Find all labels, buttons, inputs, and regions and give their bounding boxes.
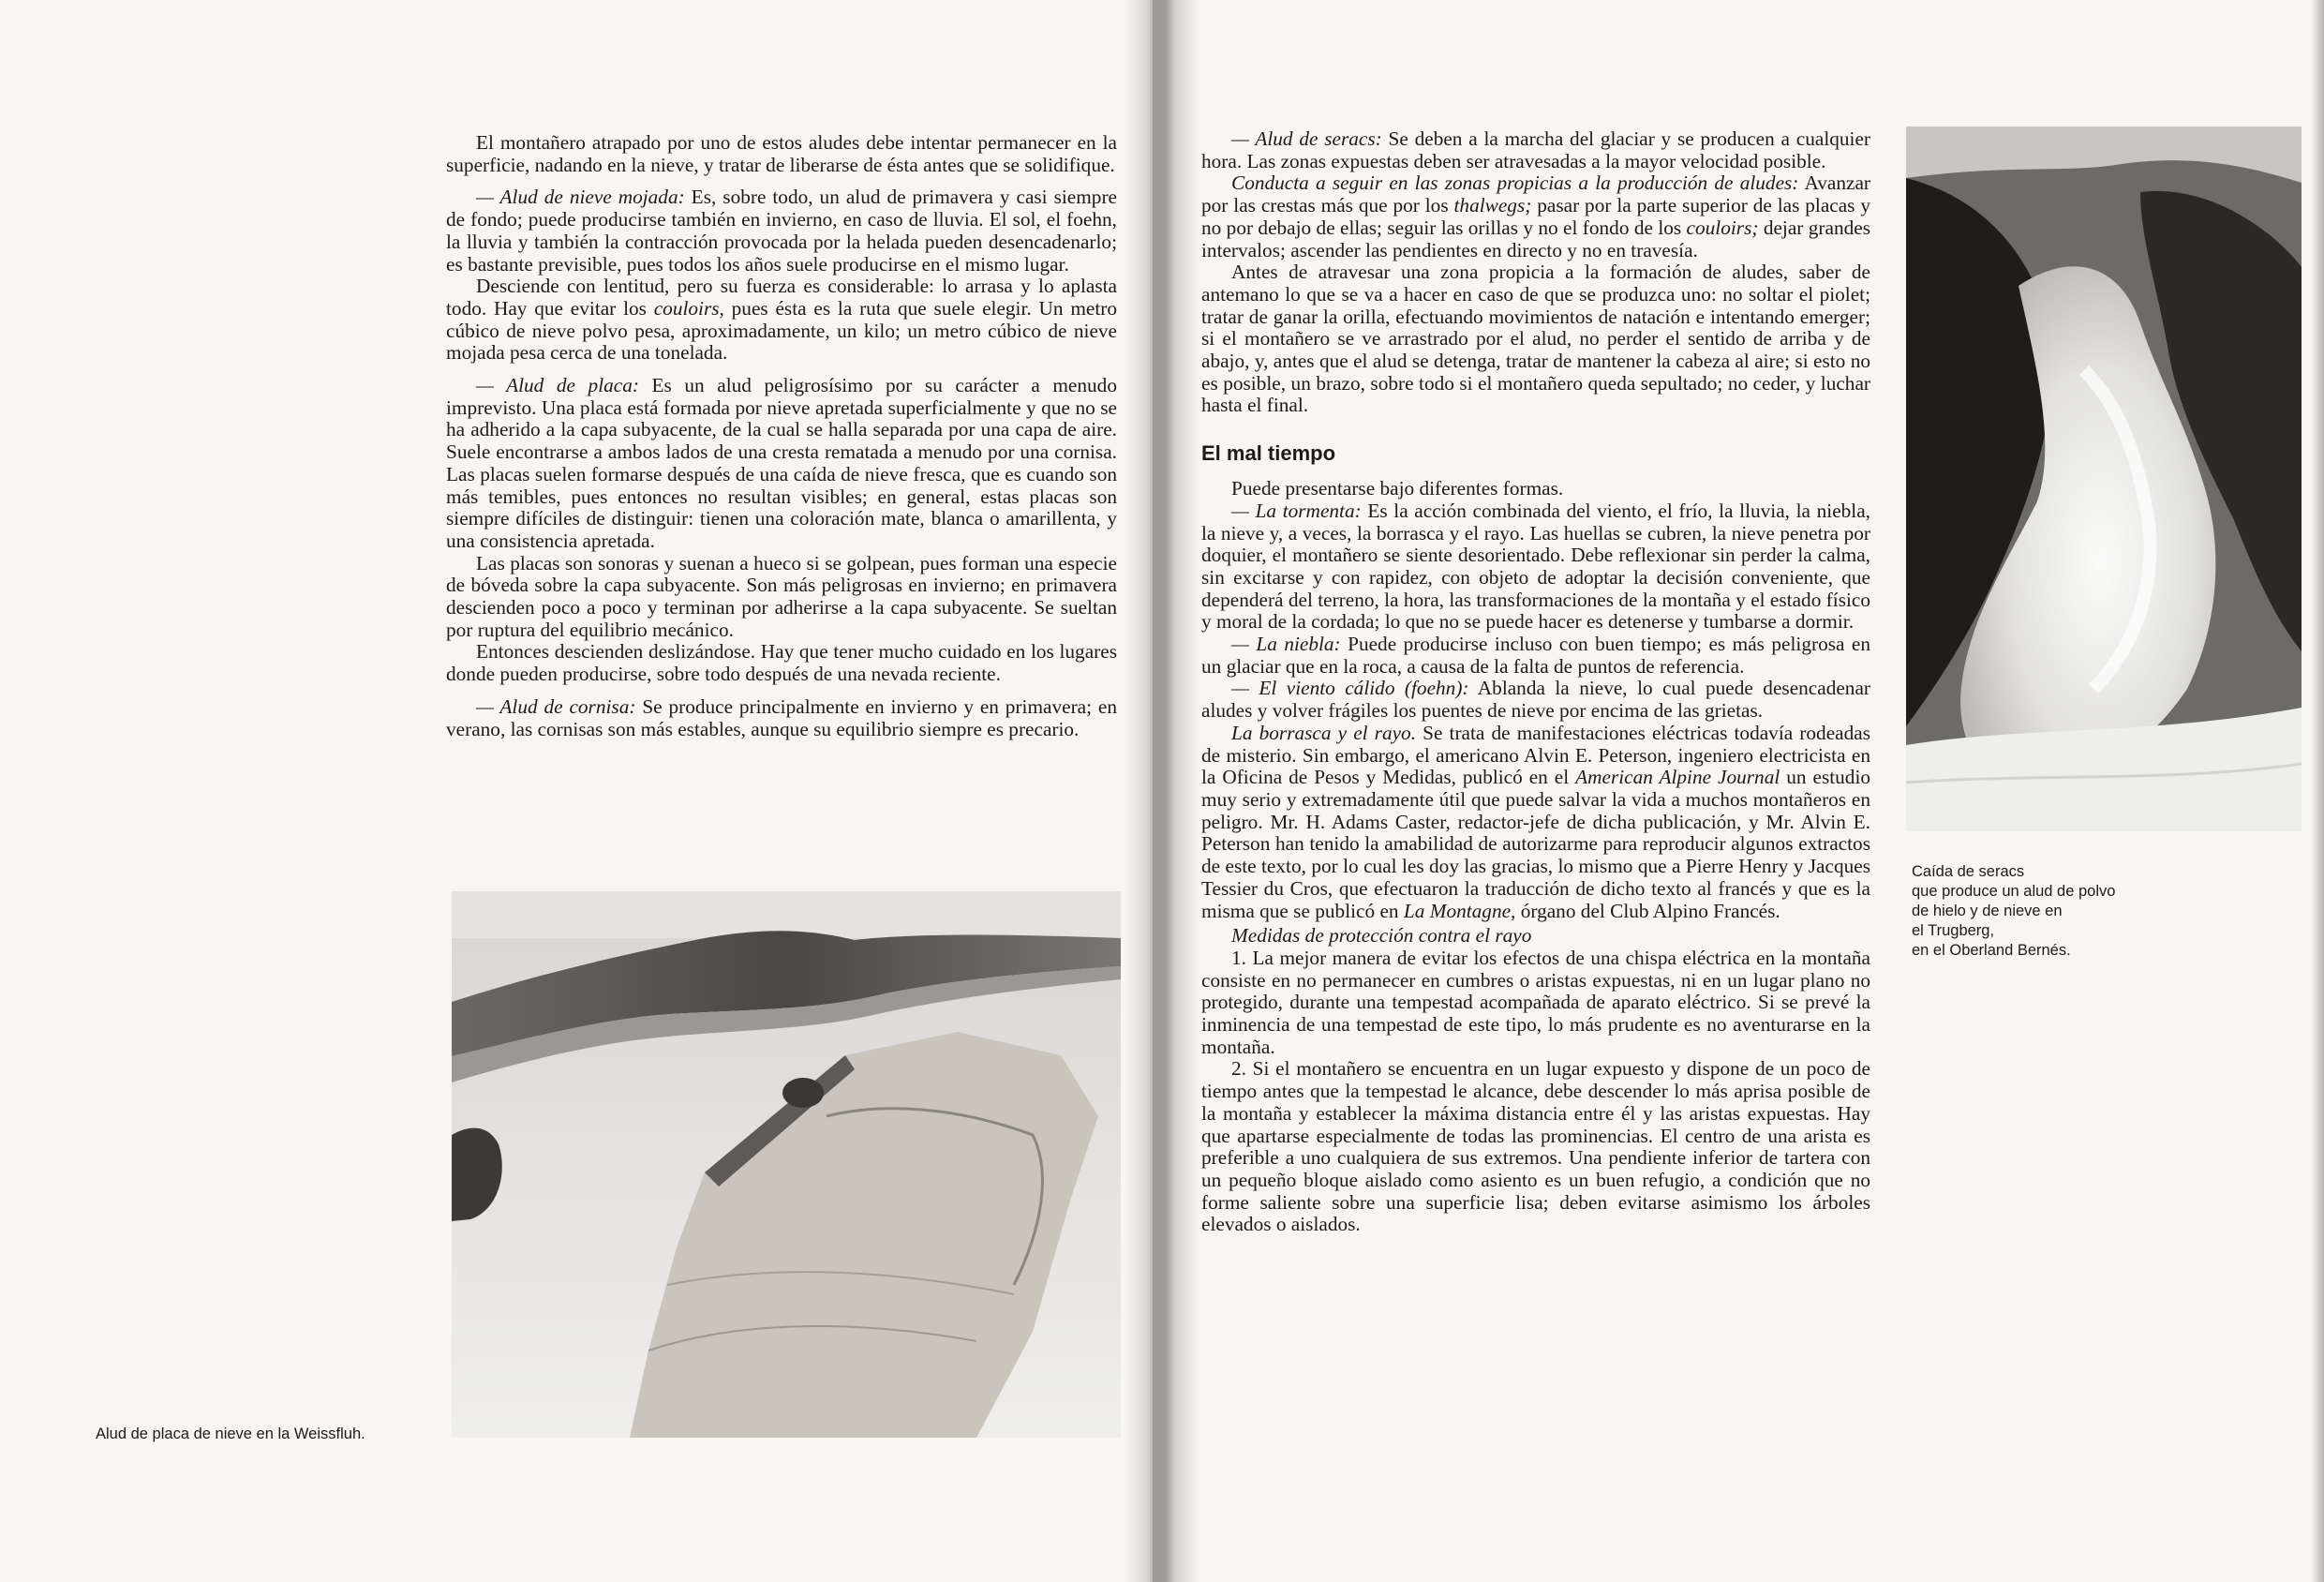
paragraph: Entonces descienden deslizándose. Hay que tener mucho cuidado en los lugares donde pueden producirse, sobre todo después de una nevada reciente.: [446, 640, 1117, 686]
measure-item: 1. La mejor manera de evitar los efectos de una chispa eléctrica en la montaña consiste en no permanecer en cumbres o aristas expuestas, ni en un lugar plano no protegido, durante una tempestad acompañada de aparato eléctrico. Si se prevé la inminencia de una tempestad de este tipo, lo más prudente es no aventurarse en la montaña.: [1201, 946, 1870, 1058]
subheading: Medidas de protección contra el rayo: [1231, 924, 1532, 948]
paragraph-alud-seracs: — Alud de seracs: Se deben a la marcha del glaciar y se producen a cualquier hora. Las zonas expuestas deben ser atravesadas a la mayor velocidad posible.: [1201, 127, 1870, 172]
paragraph-alud-cornisa: — Alud de cornisa: Se produce principalmente en invierno y en primavera; en verano, las cornisas son más estables, aunque su equilibrio siempre es precario.: [446, 694, 1117, 740]
paragraph: El montañero atrapado por uno de estos aludes debe intentar permanecer en la superficie, nadando en la nieve, y tratar de liberarse de ésta antes que se solidifique.: [446, 131, 1117, 176]
paragraph-borrasca-rayo: La borrasca y el rayo. Se trata de manifestaciones eléctricas todavía rodeadas de misterio. Sin embargo, el americano Alvin E. Peterson, ingeniero electricista en la Oficina de Pesos y Medidas, publicó en el American Alpine Journal un estudio muy serio y extremadamente útil que puede salvar la vida a muchos montañeros en peligro. Mr. H. Adams Caster, redactor-jefe de dicha publicación, y Mr. Alvin E. Peterson han tenido la amabilidad de autorizarme para reproducir algunos extractos de este texto, por lo cual les doy las gracias, lo mismo que a Pierre Henry y Jacques Tessier du Cros, que efectuaron la traducción de dicho texto al francés y que es la misma que se publicó en La Montagne, órgano del Club Alpino Francés.: [1201, 721, 1871, 922]
paragraph-niebla: — La niebla: Puede producirse incluso con buen tiempo; es más peligrosa en un glaciar que en la roca, a causa de la falta de puntos de referencia.: [1201, 633, 1871, 678]
serac-fall-photo: [1906, 127, 2302, 831]
caption-line: que produce un alud de polvo: [1912, 883, 2116, 900]
right-photo-caption: [1912, 862, 2115, 961]
measure-item: 2. Si el montañero se encuentra en un lugar expuesto y dispone de un poco de tiempo antes que la tempestad le alcance, debe descender lo más aprisa posible de la montaña y establecer la máxima distancia entre él y las aristas expuestas. Hay que apartarse especialmente de todas las prominencias. El centro de una arista es preferible a uno cualquiera de sus extremos. Una pendiente inferior de tartera con un pequeño bloque aislado como asiento es un buen refugio, a condición que no forme saliente sobre una superficie lisa; deben evitarse asimismo los árboles elevados o aislados.: [1201, 1057, 1870, 1236]
serac-fall-image: [1906, 127, 2302, 831]
right-text-column: [1201, 128, 1870, 1236]
book-spine: [1153, 0, 1166, 1582]
left-photo-caption: Alud de placa de nieve en la Weissfluh.: [96, 1425, 365, 1442]
paragraph: Las placas son sonoras y suenan a hueco si se golpean, pues forman una especie de bóveda sobre la capa subyacente. Son más peligrosas en invierno; en primavera descienden poco a poco y terminan por adherirse a la capa subyacente. Se sueltan por ruptura del equilibrio mecánico.: [446, 551, 1117, 641]
left-text-column: [446, 132, 1117, 740]
caption-line: de hielo y de nieve en: [1912, 903, 2063, 919]
slab-avalanche-photo: [452, 891, 1121, 1438]
page-edge: [2311, 0, 2324, 1582]
paragraph: Desciende con lentitud, pero su fuerza es considerable: lo arrasa y lo aplasta todo. Hay que evitar los couloirs, pues ésta es la ruta que suele elegir. Un metro cúbico de nieve polvo pesa, aproximadamente, un kilo; un metro cúbico de nieve mojada pesa cerca de una tonelada.: [446, 275, 1117, 365]
caption-line: Caída de seracs: [1912, 863, 2025, 880]
paragraph-conducta: Conducta a seguir en las zonas propicias a la producción de aludes: Avanzar por las crestas más que por los thalwegs; pasar por la parte superior de las placas y no por debajo de ellas; seguir las orillas y no el fondo de los couloirs; dejar grandes intervalos; ascender las pendientes en directo y no en travesía.: [1201, 172, 1871, 261]
paragraph: Puede presentarse bajo diferentes formas.: [1231, 477, 1564, 500]
section-heading: El mal tiempo: [1201, 441, 1336, 466]
caption-line: el Trugberg,: [1912, 922, 1995, 939]
paragraph-alud-placa: — Alud de placa: Es un alud peligrosísimo por su carácter a menudo imprevisto. Una placa está formada por nieve apretada superficialmente y que no se ha adherido a la capa subyacente, de la cual se halla separada por una capa de aire. Suele encontrarse a ambos lados de una cresta rematada a menudo por una cornisa. Las placas suelen formarse después de una caída de nieve fresca, que es cuando son más temibles, pues entonces no resultan visibles; en general, estas placas son siempre difíciles de distinguir: tienen una coloración mate, blanca o amarillenta, y una consistencia apretada.: [446, 374, 1117, 552]
paragraph-tormenta: — La tormenta: Es la acción combinada del viento, el frío, la lluvia, la niebla, la nieve y, a veces, la borrasca y el rayo. Las huellas se cubren, la nieve penetra por doquier, el montañero se siente desorientado. Debe reflexionar sin perder la calma, sin excitarse y con rapidez, con objeto de adoptar la decisión conveniente, que dependerá del terreno, la hora, las transformaciones de la montaña y el estado físico y moral de la cordada; lo que no se puede hacer es detenerse y tumbarse a dormir.: [1201, 499, 1870, 634]
paragraph-alud-nieve-mojada: — Alud de nieve mojada: Es, sobre todo, un alud de primavera y casi siempre de fondo; puede producirse también en invierno, en caso de lluvia. El sol, el foehn, la lluvia y también la contracción provocada por la helada pueden desencadenarlo; es bastante previsible, pues todos los años suele producirse en el mismo lugar.: [446, 186, 1117, 276]
caption-line: en el Oberland Bernés.: [1912, 942, 2071, 959]
slab-avalanche-image: [452, 891, 1121, 1438]
paragraph: Antes de atravesar una zona propicia a la formación de aludes, saber de antemano lo que se va a hacer en caso de que se produzca uno: no soltar el piolet; tratar de ganar la orilla, efectuando movimientos de natación e intentando emerger; si el montañero se ve arrastrado por el alud, no perder el sentido de arriba y de abajo, y, antes que el alud se detenga, tratar de mantener la cabeza al aire; si esto no es posible, un brazo, sobre todo si el montañero queda sepultado; no ceder, y luchar hasta el final.: [1201, 261, 1870, 417]
paragraph-viento-calido: — El viento cálido (foehn): Ablanda la nieve, lo cual puede desencadenar aludes y volver frágiles los puentes de nieve por encima de las grietas.: [1201, 677, 1870, 723]
